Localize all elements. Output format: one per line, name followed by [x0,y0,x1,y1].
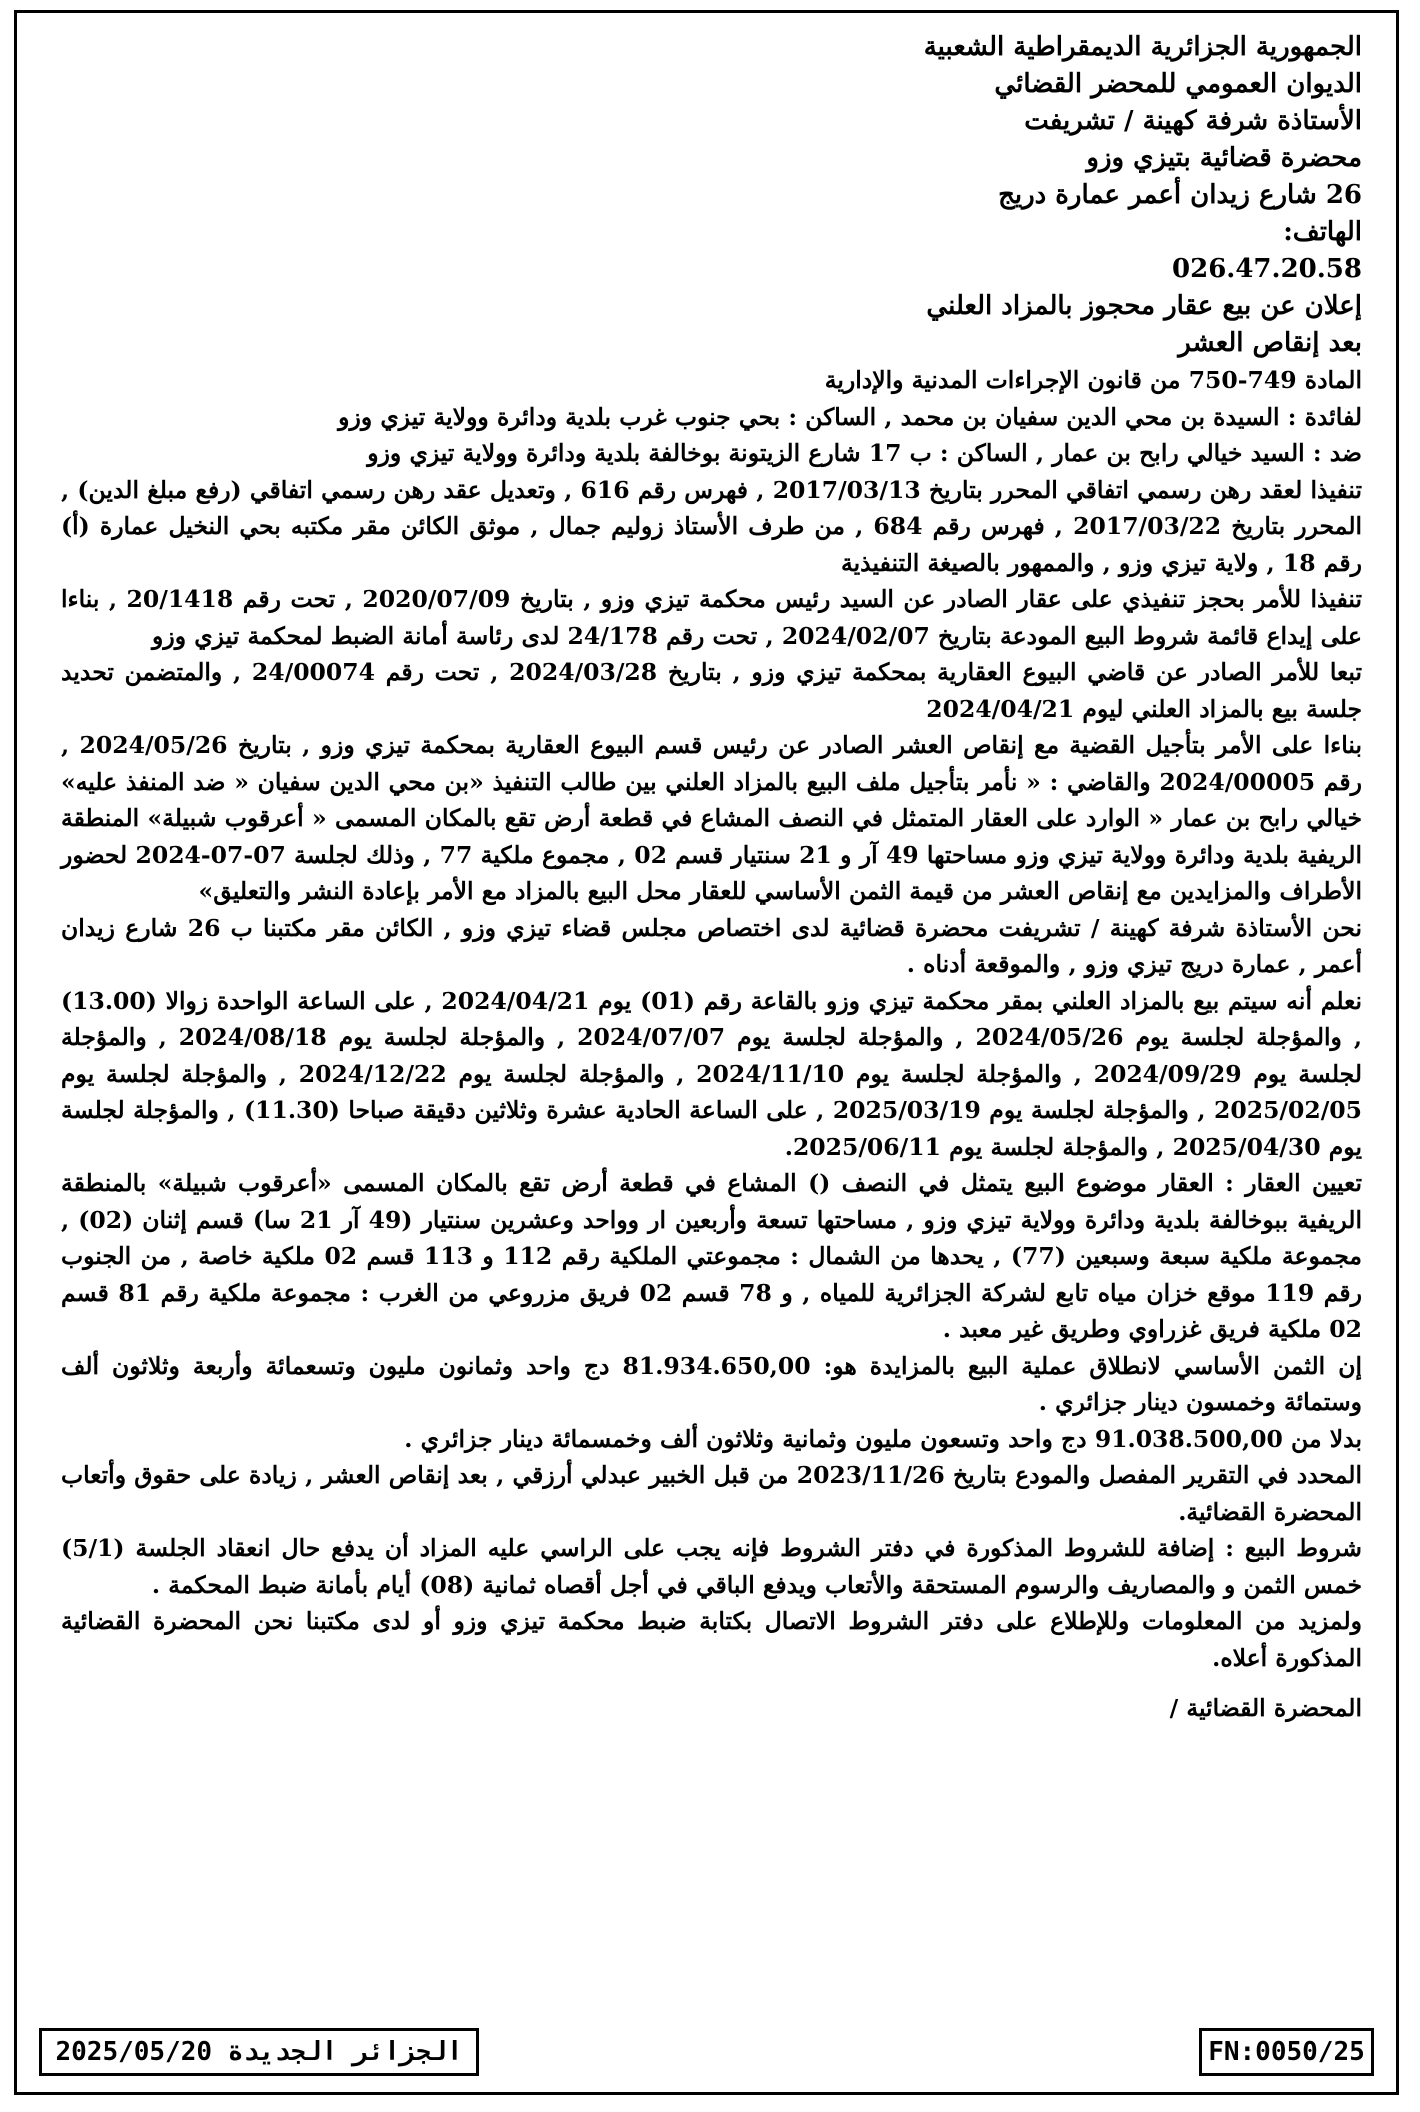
paragraph-postponement: بناءا على الأمر بتأجيل القضية مع إنقاص العشر الصادر عن رئيس قسم البيوع العقارية بمحكمة تيزي وزو , بتاريخ 2024/05/26 , رقم 2024/00005 والقاضي : « نأمر بتأجيل ملف البيع بالمزاد العلني بين طالب التنفيذ «بن محي الدين سفيان « ضد المنفذ عليه» خيالي رابح بن عمار « الوارد على العقار المتمثل في النصف المشاع في قطعة أرض تقع بالمكان المسمى « أعرقوب شبيلة» المنطقة الريفية بلدية ودائرة وولاية تيزي وزو مساحتها 49 آر و 21 سنتيار قسم 02 , مجموع ملكية 77 , وذلك لجلسة 07-07-2024 لحضور الأطراف والمزايدين مع إنقاص العشر من قيمة الثمن الأساسي للعقار محل البيع بالمزاد مع الأمر بإعادة النشر والتعليق» [61,731,1363,905]
header-bailiff-name: الأستاذة شرفة كهينة / تشريفت [1024,106,1362,136]
paragraph-expert-report: المحدد في التقرير المفصل والمودع بتاريخ 2023/11/26 من قبل الخبير عبدلي أرزقي , بعد إنقاص العشر , زيادة على حقوق وأتعاب المحضرة القضائية. [61,1461,1362,1526]
publication-date: 2025/05/20 [55,2037,213,2067]
paragraph-property-description: تعيين العقار : العقار موضوع البيع يتمثل في النصف () المشاع في قطعة أرض تقع بالمكان المسمى «أعرقوب شبيلة» بالمنطقة الريفية ببوخالفة بلدية ودائرة وولاية تيزي وزو , مساحتها تسعة وأربعين ار وواحد وعشرين سنتيار (49 آر 21 سا) قسم إثنان (02) , مجموعة ملكية سبعة وسبعين (77) , يحدها من الشمال : مجموعتي الملكية رقم 112 و 113 قسم 02 ملكية خاصة , من الجنوب رقم 119 موقع خزان مياه تابع لشركة الجزائرية للمياه , و 78 قسم 02 فريق مزروعي من الغرب : مجموعة ملكية رقم 81 قسم 02 ملكية فريق غزراوي وطريق غير معبد . [61,1169,1363,1343]
paragraph-more-info: ولمزيد من المعلومات وللإطلاع على دفتر الشروط الاتصال بكتابة ضبط محكمة تيزي وزو أو لدى مكتبنا نحن المحضرة القضائية المذكورة أعلاه. [61,1607,1362,1672]
paragraph-beneficiary: لفائدة : السيدة بن محي الدين سفيان بن محمد , الساكن : بحي جنوب غرب بلدية ودائرة وولاية تيزي وزو [338,402,1362,431]
paragraph-sale-order: تبعا للأمر الصادر عن قاضي البيوع العقارية بمحكمة تيزي وزو , بتاريخ 2024/03/28 , تحت رقم 24/00074 , والمتضمن تحديد جلسة بيع بالمزاد العلني ليوم 2024/04/21 [61,658,1362,723]
paragraph-base-price: إن الثمن الأساسي لانطلاق عملية البيع بالمزايدة هو: 81.934.650,00 دج واحد وثمانون مليون وتسعمائة وأربعة وثلاثون ألف وستمائة وخمسون دينار جزائري . [61,1351,1362,1416]
header-phone: 026.47.20.58 [1172,254,1362,284]
footer [39,2028,1374,2078]
header-phone-label: الهاتف: [1283,217,1362,247]
header-republic: الجمهورية الجزائرية الديمقراطية الشعبية [923,32,1362,62]
legal-notice-page [14,10,1399,2095]
paragraph-previous-price: بدلا من 91.038.500,00 دج واحد وتسعون مليون وثمانية وثلاثون ألف وخمسمائة دينار جزائري . [404,1424,1362,1453]
paragraph-seizure-order: تنفيذا للأمر بحجز تنفيذي على عقار الصادر عن السيد رئيس محكمة تيزي وزو , بتاريخ 2020/07/09 , تحت رقم 20/1418 , بناءا على إيداع قائمة شروط البيع المودعة بتاريخ 2024/02/07 , تحت رقم 24/178 لدى رئاسة أمانة الضبط لمحكمة تيزي وزو [61,585,1362,650]
paragraph-sale-dates: نعلم أنه سيتم بيع بالمزاد العلني بمقر محكمة تيزي وزو بالقاعة رقم (01) يوم 2024/04/21 , على الساعة الواحدة زوالا (13.00) , والمؤجلة لجلسة يوم 2024/05/26 , والمؤجلة لجلسة يوم 2024/07/07 , والمؤجلة لجلسة يوم 2024/08/18 , والمؤجلة لجلسة يوم 2024/09/29 , والمؤجلة لجلسة يوم 2024/11/10 , والمؤجلة لجلسة يوم 2024/12/22 , والمؤجلة لجلسة يوم 2025/02/05 , والمؤجلة لجلسة يوم 2025/03/19 , على الساعة الحادية عشرة وثلاثين دقيقة صباحا (11.30) , والمؤجلة لجلسة يوم 2025/04/30 , والمؤجلة لجلسة يوم 2025/06/11. [61,986,1363,1161]
paragraph-sale-conditions: شروط البيع : إضافة للشروط المذكورة في دفتر الشروط فإنه يجب على الراسي عليه المزاد أن يدفع حال انعقاد الجلسة (5/1) خمس الثمن و والمصاريف والرسوم المستحقة والأتعاب ويدفع الباقي في أجل أقصاه ثمانية (08) أيام بأمانة ضبط المحكمة . [61,1534,1362,1599]
newspaper-name: الجزائر الجديدة [227,2037,463,2067]
paragraph-against: ضد : السيد خيالي رابح بن عمار , الساكن : ب 17 شارع الزيتونة بوخالفة بلدية ودائرة وولاية تيزي وزو [367,439,1362,467]
legal-article: المادة 749-750 من قانون الإجراءات المدنية والإدارية [824,366,1362,394]
notice-title: إعلان عن بيع عقار محجوز بالمزاد العلني [926,291,1362,321]
paragraph-bailiff: نحن الأستاذة شرفة كهينة / تشريفت محضرة قضائية لدى اختصاص مجلس قضاء تيزي وزو , الكائن مقر مكتبنا ب 26 شارع زيدان أعمر , عمارة دريج تيزي وزو , والموقعة أدناه . [61,913,1362,978]
signature: المحضرة القضائية / [1169,1694,1362,1722]
header-bailiff-title: محضرة قضائية بتيزي وزو [1086,143,1362,173]
paragraph-mortgage: تنفيذا لعقد رهن رسمي اتفاقي المحرر بتاريخ 2017/03/13 , فهرس رقم 616 , وتعديل عقد رهن رسمي اتفاقي (رفع مبلغ الدين) , المحرر بتاريخ 2017/03/22 , فهرس رقم 684 , من طرف الأستاذ زوليم جمال , موثق الكائن مقر مكتبه بحي النخيل عمارة (أ) رقم 18 , ولاية تيزي وزو , والممهور بالصيغة التنفيذية [61,475,1363,577]
auction-notice [61,29,1362,1727]
file-number: FN:0050/25 [1208,2037,1365,2067]
notice-subtitle: بعد إنقاص العشر [1178,328,1362,358]
newspaper-box [39,2028,479,2076]
file-number-box [1199,2028,1374,2076]
header-address: 26 شارع زيدان أعمر عمارة دريج [998,180,1362,210]
header-office: الديوان العمومي للمحضر القضائي [994,69,1362,99]
